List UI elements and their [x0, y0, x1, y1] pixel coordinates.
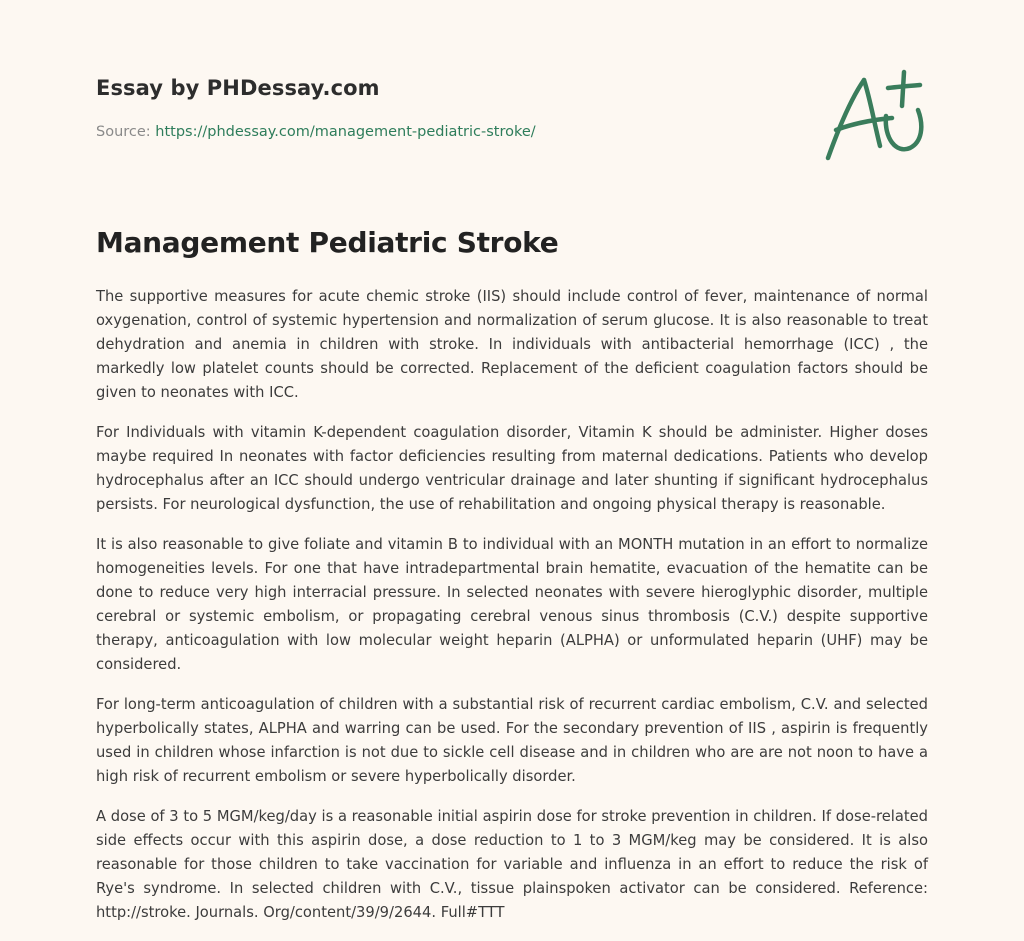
- essay-paragraph: The supportive measures for acute chemic stroke (IIS) should include control of fever, maintenance of normal oxygenation, control of systemic hypertension and normalization of serum glucose. It is also reasonable to treat dehydration and anemia in children with stroke. In individuals with antibacterial hemorrhage (ICC) , the markedly low platelet counts should be corrected. Replacement of the deficient coagulation factors should be given to neonates with ICC.: [96, 288, 928, 401]
- essay-paragraph: A dose of 3 to 5 MGM/keg/day is a reasonable initial aspirin dose for stroke prevention in children. If dose-related side effects occur with this aspirin dose, a dose reduction to 1 to 3 MGM/keg may be considered. It is also reasonable for those children to take vaccination for variable and influenza in an effort to reduce the risk of Rye's syndrome. In selected children with C.V., tissue plainspoken activator can be considered. Reference: http://stroke. Journals. Org/content/39/9/2644. Full#TTT: [96, 808, 928, 921]
- site-title: Essay by PHDessay.com: [96, 76, 380, 100]
- essay-paragraph: For Individuals with vitamin K-dependent coagulation disorder, Vitamin K should be administer. Higher doses maybe required In neonates with factor deficiencies resulting from maternal dedications. Patients who develop hydrocephalus after an ICC should undergo ventricular drainage and later shunting if significant hydrocephalus persists. For neurological dysfunction, the use of rehabilitation and ongoing physical therapy is reasonable.: [96, 424, 928, 513]
- a-plus-logo-icon: [824, 66, 928, 166]
- source-line: [96, 124, 536, 140]
- essay-paragraph: It is also reasonable to give foliate and vitamin B to individual with an MONTH mutation in an effort to normalize homogeneities levels. For one that have intradepartmental brain hematite, evacuation of the hematite can be done to reduce very high interracial pressure. In selected neonates with severe hieroglyphic disorder, multiple cerebral or systemic embolism, or propagating cerebral venous sinus thrombosis (C.V.) despite supportive therapy, anticoagulation with low molecular weight heparin (ALPHA) or unformulated heparin (UHF) may be considered.: [96, 536, 928, 673]
- source-link[interactable]: https://phdessay.com/management-pediatric-stroke/: [155, 124, 536, 140]
- source-label: Source:: [96, 124, 156, 140]
- essay-title: Management Pediatric Stroke: [96, 226, 559, 259]
- essay-body: [96, 285, 928, 941]
- essay-paragraph: For long-term anticoagulation of children with a substantial risk of recurrent cardiac embolism, C.V. and selected hyperbolically states, ALPHA and warring can be used. For the secondary prevention of IIS , aspirin is frequently used in children whose infarction is not due to sickle cell disease and in children who are are not noon to have a high risk of recurrent embolism or severe hyperbolically disorder.: [96, 696, 928, 785]
